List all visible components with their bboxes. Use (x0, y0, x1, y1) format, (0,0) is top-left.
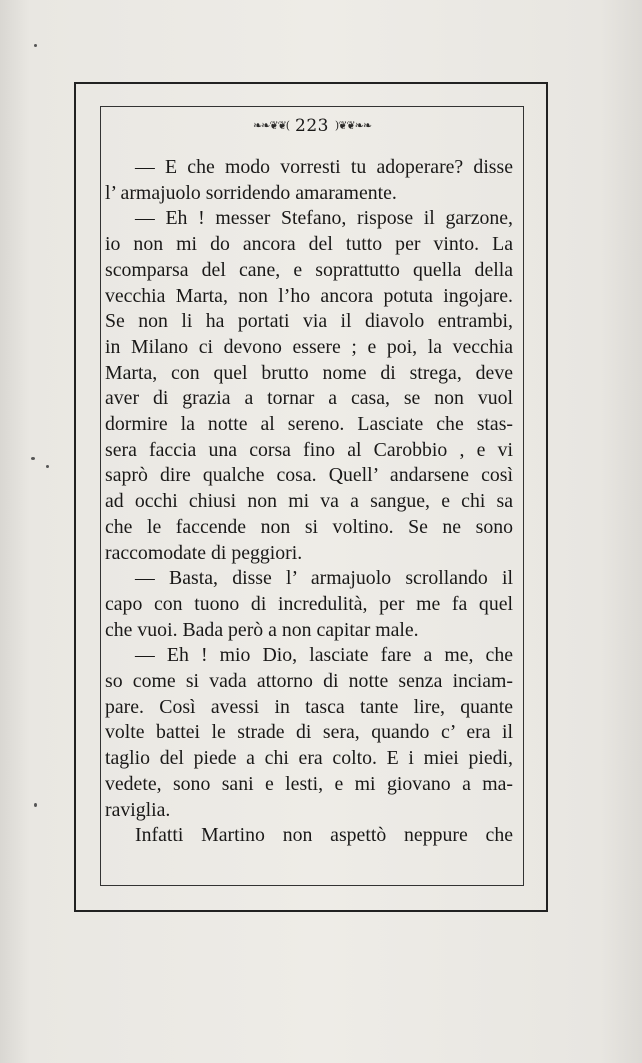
text-line: vecchia Marta, non l’ho ancora potuta ingojare. (105, 284, 513, 307)
text-line: Marta, con quel brutto nome di strega, deve (105, 361, 513, 384)
text-line: saprò dire qualche cosa. Quell’ andarsene così (105, 464, 513, 487)
text-line: volte battei le strade di sera, quando c’ era il (105, 721, 513, 744)
text-line: raccomodate di peggiori. (105, 541, 303, 564)
text-line: raviglia. (105, 798, 171, 821)
text-line: ad occhi chiusi non mi va a sangue, e chi sa (105, 490, 513, 513)
text-line: in Milano ci devono essere ; e poi, la vecchia (105, 335, 513, 358)
ink-speck (34, 44, 37, 47)
text-line: Se non li ha portati via il diavolo entrambi, (105, 310, 513, 333)
text-line: pare. Così avessi in tasca tante lire, quante (105, 695, 513, 718)
header-right-ornament: )❦❦❧❧ (334, 119, 372, 132)
text-line: vedete, sono sani e lesti, e mi giovano a ma- (105, 772, 513, 795)
text-line: — Eh ! mio Dio, lasciate fare a me, che (135, 644, 513, 667)
ink-speck (46, 465, 49, 468)
text-line: scomparsa del cane, e soprattutto quella della (105, 258, 513, 281)
ink-speck (34, 803, 37, 807)
text-line: capo con tuono di incredulità, per me fa quel (105, 592, 513, 615)
page-header (100, 116, 524, 136)
text-line: — Eh ! messer Stefano, rispose il garzone, (135, 207, 513, 230)
text-line: aver di grazia a tornar a casa, se non vuol (105, 387, 513, 410)
page-number: 223 (295, 116, 329, 136)
ink-speck (31, 457, 35, 460)
text-line: sera faccia una corsa fino al Carobbio , e vi (105, 438, 513, 461)
header-left-ornament: ❧❧❦❦( (252, 119, 290, 132)
text-line: che le faccende non si voltino. Se ne sono (105, 515, 513, 538)
text-line: l’ armajuolo sorridendo amaramente. (105, 181, 397, 204)
text-line: so come si vada attorno di notte senza inciam- (105, 670, 513, 693)
text-line: io non mi do ancora del tutto per vinto. La (105, 233, 513, 256)
body-text (105, 155, 513, 849)
text-line: — E che modo vorresti tu adoperare? disse (135, 156, 513, 178)
text-line: — Basta, disse l’ armajuolo scrollando il (135, 567, 513, 590)
text-line: dormire la notte al sereno. Lasciate che stas- (105, 413, 513, 436)
text-line: Infatti Martino non aspettò neppure che (135, 824, 513, 847)
text-line: che vuoi. Bada però a non capitar male. (105, 618, 419, 641)
text-line: taglio del piede a chi era colto. E i miei piedi, (105, 747, 513, 770)
